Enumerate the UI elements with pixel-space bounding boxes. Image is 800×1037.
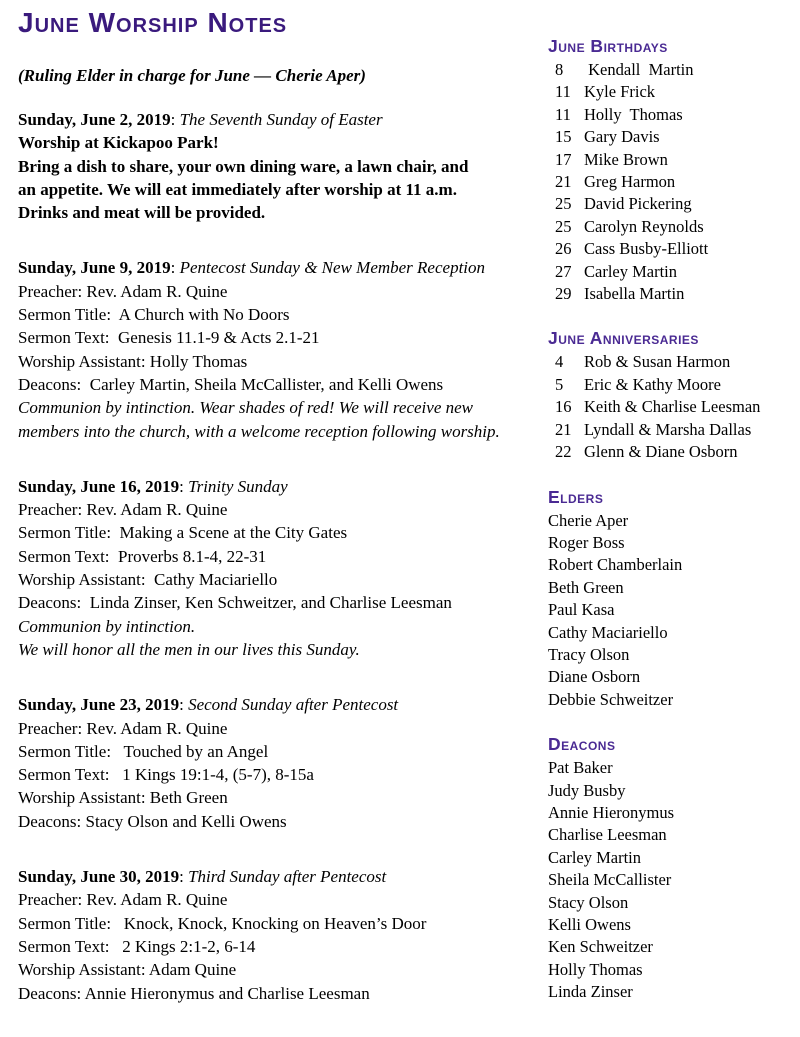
sidebar-section xyxy=(548,36,798,305)
day-number: 21 xyxy=(555,172,572,192)
name-list-item: Pat Baker xyxy=(548,758,613,778)
dated-list-item xyxy=(548,193,798,215)
name-list-item: Annie Hieronymus xyxy=(548,802,675,822)
service-date: Sunday, June 23, 2019 xyxy=(18,695,180,715)
service-occasion: Pentecost Sunday & New Member Reception xyxy=(179,258,486,278)
worship-detail-line: Drinks and meat will be provided. xyxy=(18,203,266,223)
service-date-line xyxy=(18,108,546,131)
worship-notes-column xyxy=(18,6,546,1037)
worship-section xyxy=(18,475,546,661)
dated-list-item xyxy=(548,441,798,463)
name-list-item: Beth Green xyxy=(548,577,624,597)
service-occasion: The Seventh Sunday of Easter xyxy=(179,110,383,129)
day-number: 26 xyxy=(555,239,572,259)
worship-detail-line: Sermon Text: 1 Kings 19:1-4, (5-7), 8-15a xyxy=(18,765,314,785)
day-number: 25 xyxy=(555,194,572,214)
worship-detail-line: Sermon Title: A Church with No Doors xyxy=(18,305,290,325)
worship-section xyxy=(18,865,546,1005)
name-list-item: Linda Zinser xyxy=(548,982,633,1002)
dated-list-item xyxy=(548,104,798,126)
worship-detail-line: Bring a dish to share, your own dining ware, a lawn chair, and xyxy=(18,156,469,176)
day-number: 5 xyxy=(555,374,564,394)
service-date-line xyxy=(18,256,546,279)
worship-detail-line: members into the church, with a welcome reception following worship. xyxy=(18,421,500,441)
name-list-item: Cherie Aper xyxy=(548,510,629,530)
person-name: Lyndall & Marsha Dallas xyxy=(584,419,752,439)
day-number: 17 xyxy=(555,149,572,169)
service-date: Sunday, June 9, 2019 xyxy=(18,258,171,278)
person-name: Holly Thomas xyxy=(584,104,683,124)
person-name: Cass Busby-Elliott xyxy=(584,239,709,259)
name-list-item: Carley Martin xyxy=(548,847,642,867)
worship-detail-line: Worship Assistant: Beth Green xyxy=(18,788,228,808)
worship-section xyxy=(18,108,546,224)
name-list-item: Diane Osborn xyxy=(548,667,641,687)
sidebar-heading: June Birthdays xyxy=(548,36,668,56)
dated-list-item xyxy=(548,419,798,441)
day-number: 25 xyxy=(555,216,572,236)
worship-detail-line: Deacons: Carley Martin, Sheila McCallister, and Kelli Owens xyxy=(18,374,444,394)
worship-detail-line: Sermon Title: Knock, Knock, Knocking on Heaven’s Door xyxy=(18,913,427,933)
person-name: Isabella Martin xyxy=(584,284,685,304)
sidebar-heading: June Anniversaries xyxy=(548,328,699,349)
sidebar-items xyxy=(548,59,798,305)
dated-list-item xyxy=(548,283,798,305)
worship-detail-line: Deacons: Annie Hieronymus and Charlise Leesman xyxy=(18,983,370,1003)
name-list-item: Debbie Schweitzer xyxy=(548,689,674,709)
worship-detail-line: Sermon Title: Making a Scene at the City Gates xyxy=(18,523,348,543)
person-name: Carley Martin xyxy=(584,261,678,281)
sidebar-items xyxy=(548,510,798,712)
person-name: Mike Brown xyxy=(584,149,668,169)
service-date-line xyxy=(18,693,546,716)
sidebar-sections xyxy=(548,36,798,1004)
name-list-item: Paul Kasa xyxy=(548,600,615,620)
service-date: Sunday, June 16, 2019 xyxy=(18,476,180,496)
worship-detail-line: Sermon Title: Touched by an Angel xyxy=(18,741,269,761)
service-date-line xyxy=(18,475,546,498)
worship-detail-line: Worship at Kickapoo Park! xyxy=(18,133,219,153)
worship-section xyxy=(18,256,546,442)
worship-detail-line: Preacher: Rev. Adam R. Quine xyxy=(18,718,228,738)
day-number: 29 xyxy=(555,284,572,304)
person-name: Carolyn Reynolds xyxy=(584,216,704,236)
worship-detail-line: Worship Assistant: Holly Thomas xyxy=(18,351,248,371)
name-list-item: Kelli Owens xyxy=(548,915,631,934)
name-list-item: Sheila McCallister xyxy=(548,870,672,890)
name-list-item: Robert Chamberlain xyxy=(548,555,683,575)
dated-list-item xyxy=(548,351,798,373)
person-name: Keith & Charlise Leesman xyxy=(584,397,761,417)
dated-list-item xyxy=(548,238,798,260)
worship-detail-line: We will honor all the men in our lives this Sunday. xyxy=(18,639,360,659)
service-date: Sunday, June 2, 2019 xyxy=(18,110,171,129)
person-name: Kendall Martin xyxy=(584,60,694,79)
sidebar-heading: Deacons xyxy=(548,734,616,755)
dated-list-item xyxy=(548,126,798,148)
worship-detail-line: Sermon Text: 2 Kings 2:1-2, 6-14 xyxy=(18,936,256,956)
dated-list-item xyxy=(548,216,798,238)
name-list-item: Judy Busby xyxy=(548,780,626,800)
name-list-item: Charlise Leesman xyxy=(548,825,667,845)
service-occasion: Second Sunday after Pentecost xyxy=(188,695,399,715)
dated-list-item xyxy=(548,59,798,81)
day-number: 21 xyxy=(555,419,572,439)
worship-detail-line: Deacons: Stacy Olson and Kelli Owens xyxy=(18,811,287,831)
worship-detail-line: Preacher: Rev. Adam R. Quine xyxy=(18,281,228,301)
person-name: Rob & Susan Harmon xyxy=(584,352,731,372)
name-list-item: Stacy Olson xyxy=(548,892,629,912)
dated-list-item xyxy=(548,261,798,283)
name-list-item: Holly Thomas xyxy=(548,959,643,979)
worship-detail-line: Preacher: Rev. Adam R. Quine xyxy=(18,500,228,520)
worship-detail-line: Sermon Text: Genesis 11.1-9 & Acts 2.1-21 xyxy=(18,328,320,348)
day-number: 11 xyxy=(555,104,571,124)
name-list-item: Ken Schweitzer xyxy=(548,937,653,957)
sidebar-items xyxy=(548,757,798,1003)
dated-list-item xyxy=(548,149,798,171)
page-title: June Worship Notes xyxy=(18,7,288,38)
service-date-line xyxy=(18,865,546,888)
day-number: 22 xyxy=(555,442,572,462)
worship-detail-line: Communion by intinction. Wear shades of red! We will receive new xyxy=(18,398,473,418)
dated-list-item xyxy=(548,171,798,193)
day-number: 4 xyxy=(555,352,564,372)
sidebar-heading: Elders xyxy=(548,486,604,507)
service-occasion: Third Sunday after Pentecost xyxy=(188,867,387,887)
person-name: Eric & Kathy Moore xyxy=(584,374,722,394)
sidebar-column xyxy=(548,6,798,1037)
date-separator: : xyxy=(179,695,189,715)
worship-detail-line: Sermon Text: Proverbs 8.1-4, 22-31 xyxy=(18,546,267,566)
name-list-item: Roger Boss xyxy=(548,532,625,552)
sidebar-items xyxy=(548,351,798,463)
dated-list-item xyxy=(548,374,798,396)
person-name: David Pickering xyxy=(584,194,692,214)
worship-section xyxy=(18,693,546,833)
worship-detail-line: an appetite. We will eat immediately after worship at 11 a.m. xyxy=(18,179,457,199)
day-number: 8 xyxy=(555,60,564,79)
day-number: 27 xyxy=(555,261,572,281)
sidebar-section xyxy=(548,734,798,1003)
date-separator: : xyxy=(179,476,189,496)
worship-detail-line: Preacher: Rev. Adam R. Quine xyxy=(18,890,228,910)
sidebar-section xyxy=(548,328,798,463)
worship-detail-line: Communion by intinction. xyxy=(18,616,196,636)
ruling-elder-note: (Ruling Elder in charge for June — Cherie Aper) xyxy=(18,66,366,85)
date-separator: : xyxy=(170,258,180,278)
worship-detail-line: Deacons: Linda Zinser, Ken Schweitzer, and Charlise Leesman xyxy=(18,593,452,613)
person-name: Gary Davis xyxy=(584,127,660,147)
name-list-item: Tracy Olson xyxy=(548,644,630,664)
day-number: 11 xyxy=(555,82,571,102)
dated-list-item xyxy=(548,81,798,103)
worship-sections xyxy=(18,108,546,1005)
service-occasion: Trinity Sunday xyxy=(188,476,288,496)
day-number: 16 xyxy=(555,397,572,417)
worship-detail-line: Worship Assistant: Cathy Maciariello xyxy=(18,570,278,590)
person-name: Kyle Frick xyxy=(584,82,656,102)
day-number: 15 xyxy=(555,127,572,147)
worship-detail-line: Worship Assistant: Adam Quine xyxy=(18,960,237,980)
person-name: Greg Harmon xyxy=(584,172,676,192)
sidebar-section xyxy=(548,487,798,712)
dated-list-item xyxy=(548,396,798,418)
person-name: Glenn & Diane Osborn xyxy=(584,442,738,462)
date-separator: : xyxy=(179,867,189,887)
date-separator: : xyxy=(170,110,180,129)
name-list-item: Cathy Maciariello xyxy=(548,622,668,642)
service-date: Sunday, June 30, 2019 xyxy=(18,867,180,887)
